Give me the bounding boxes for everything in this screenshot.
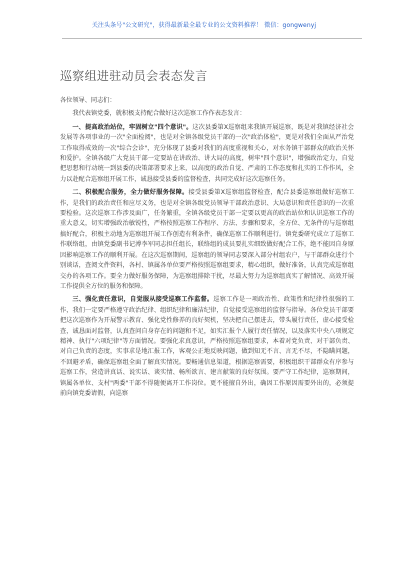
salutation: 各位领导、同志们： bbox=[60, 97, 116, 104]
section-3-heading: 三、强化责任意识，自觉服从接受巡察工作监督。 bbox=[72, 296, 214, 304]
section-2-text: 接受县委第X巡察组监督检查，配合县委巡察组做好巡察工作，是我们的政治责任和应尽义务，也是对全镇各级党员领导干部政治意识、大局意识和责任意识的一次重要检验。这次巡察工作涉及面广，任务繁重，全镇各级党员干部一定要以更高的政治站位和认识巡察工作的重大意义，切实增强政治敏锐性，严格按照巡察工作程序、方法、步骤和要求，全方位、无条件的与巡察组搞好配合，积极主动地为巡察组开展工作创造有利条件，确保巡察工作顺利进行。镇党委研究成立了巡察工作联络组，由镇党委副书记溥李军同志担任组长，联络组的成员要扎实细致做好配合工作，绝不能因自身原因影响巡察工作的顺利开展。在这次巡察期间，巡察组的领导同志要深入部分村组农户，与干部群众进行个别谈话，查阅文件资料，各村、镇属各单位要严格按照巡察组要求，精心组织，做好准备，认真完成巡察组交办的各项工作。要全力做好服务保障，为巡察组排除干扰，尽最大努力为巡察组真实了解情况、高效开展工作提供全方位的服务和保障。 bbox=[60, 189, 354, 290]
section-1-paragraph bbox=[60, 123, 354, 185]
section-2-paragraph bbox=[60, 188, 354, 292]
header-divider bbox=[62, 38, 362, 39]
section-1-heading: 一、提高政治站位，牢固树立"四个意识"。 bbox=[72, 123, 193, 131]
promo-banner[interactable]: 关注头条号"公文研究"，获得最新最全最专业的公文资料推荐！ 微信：gongwenyj bbox=[91, 22, 317, 29]
section-2-heading: 二、积极配合服务，全力做好服务保障。 bbox=[72, 189, 189, 197]
intro-paragraph: 我代表镇党委，就积极支持配合做好这次巡察工作作表态发言： bbox=[72, 110, 246, 118]
section-3-text: 巡察工作是一项政治性、政策性和纪律性很强的工作，我们一定要严格遵守政治纪律、组织纪律和廉洁纪律，自觉接受巡察组的监督与指导。各位党员干部要把这次巡察作为开展警示教育、强化党性修养的良好契机，坚决把自己摆进去，带头履行责任，虚心接受检查，诚恳面对监督，认真查问自身存在的问题和不足，如实汇报个人履行责任情况，以及落实中央八项规定精神、执行"六项纪律"等方面情况。要强化求真意识，严格按照巡察组要求，本着对党负责、对干部负责、对自己负责的态度，实事求是地汇报工作，客观公正地反映问题，做到知无不言、言无不尽，不隐瞒问题，不回避矛盾，确保巡察组全面了解真实情况。要畅通信息渠道，根据巡察需要，积极组织干部群众有序参与巡察工作，营造讲真话、说实话、谈实情、畅所欲言、建言献策的良好氛围。要严守工作纪律，巡察期间，镇属各单位、支村"两委"干部不得随便离开工作岗位。更不能擅自外出，确因工作原因需要外出的，必须提前向镇党委请假，向巡察 bbox=[60, 296, 355, 397]
section-1-text: 这次县委第X巡察组来我镇开展巡察，既是对我镇经济社会发展等各项事业的一次"全面检阅"，也是对全镇各级党员干部的一次"政治体检"，更是对我们全面从严治党工作取得成效的一次"综合会诊"，充分体现了县委对我们的高度重视和关心，对水务镇干部群众的政治关怀和爱护。全镇各级广大党员干部一定要站在讲政治、讲大局的高度，树牢"四个意识"，增强政治定力，自觉把思想和行动统一到县委的决策部署要求上来，以高度的政治自觉、严肃的工作态度和扎实的工作作风，全力以赴配合巡察组开展工作，诚恳接受县委的监督检查，共同完成好这次巡察任务。 bbox=[60, 123, 354, 183]
section-3-paragraph bbox=[60, 295, 354, 399]
document-title: 巡察组进驻动员会表态发言 bbox=[60, 69, 208, 83]
document-body bbox=[60, 96, 354, 402]
